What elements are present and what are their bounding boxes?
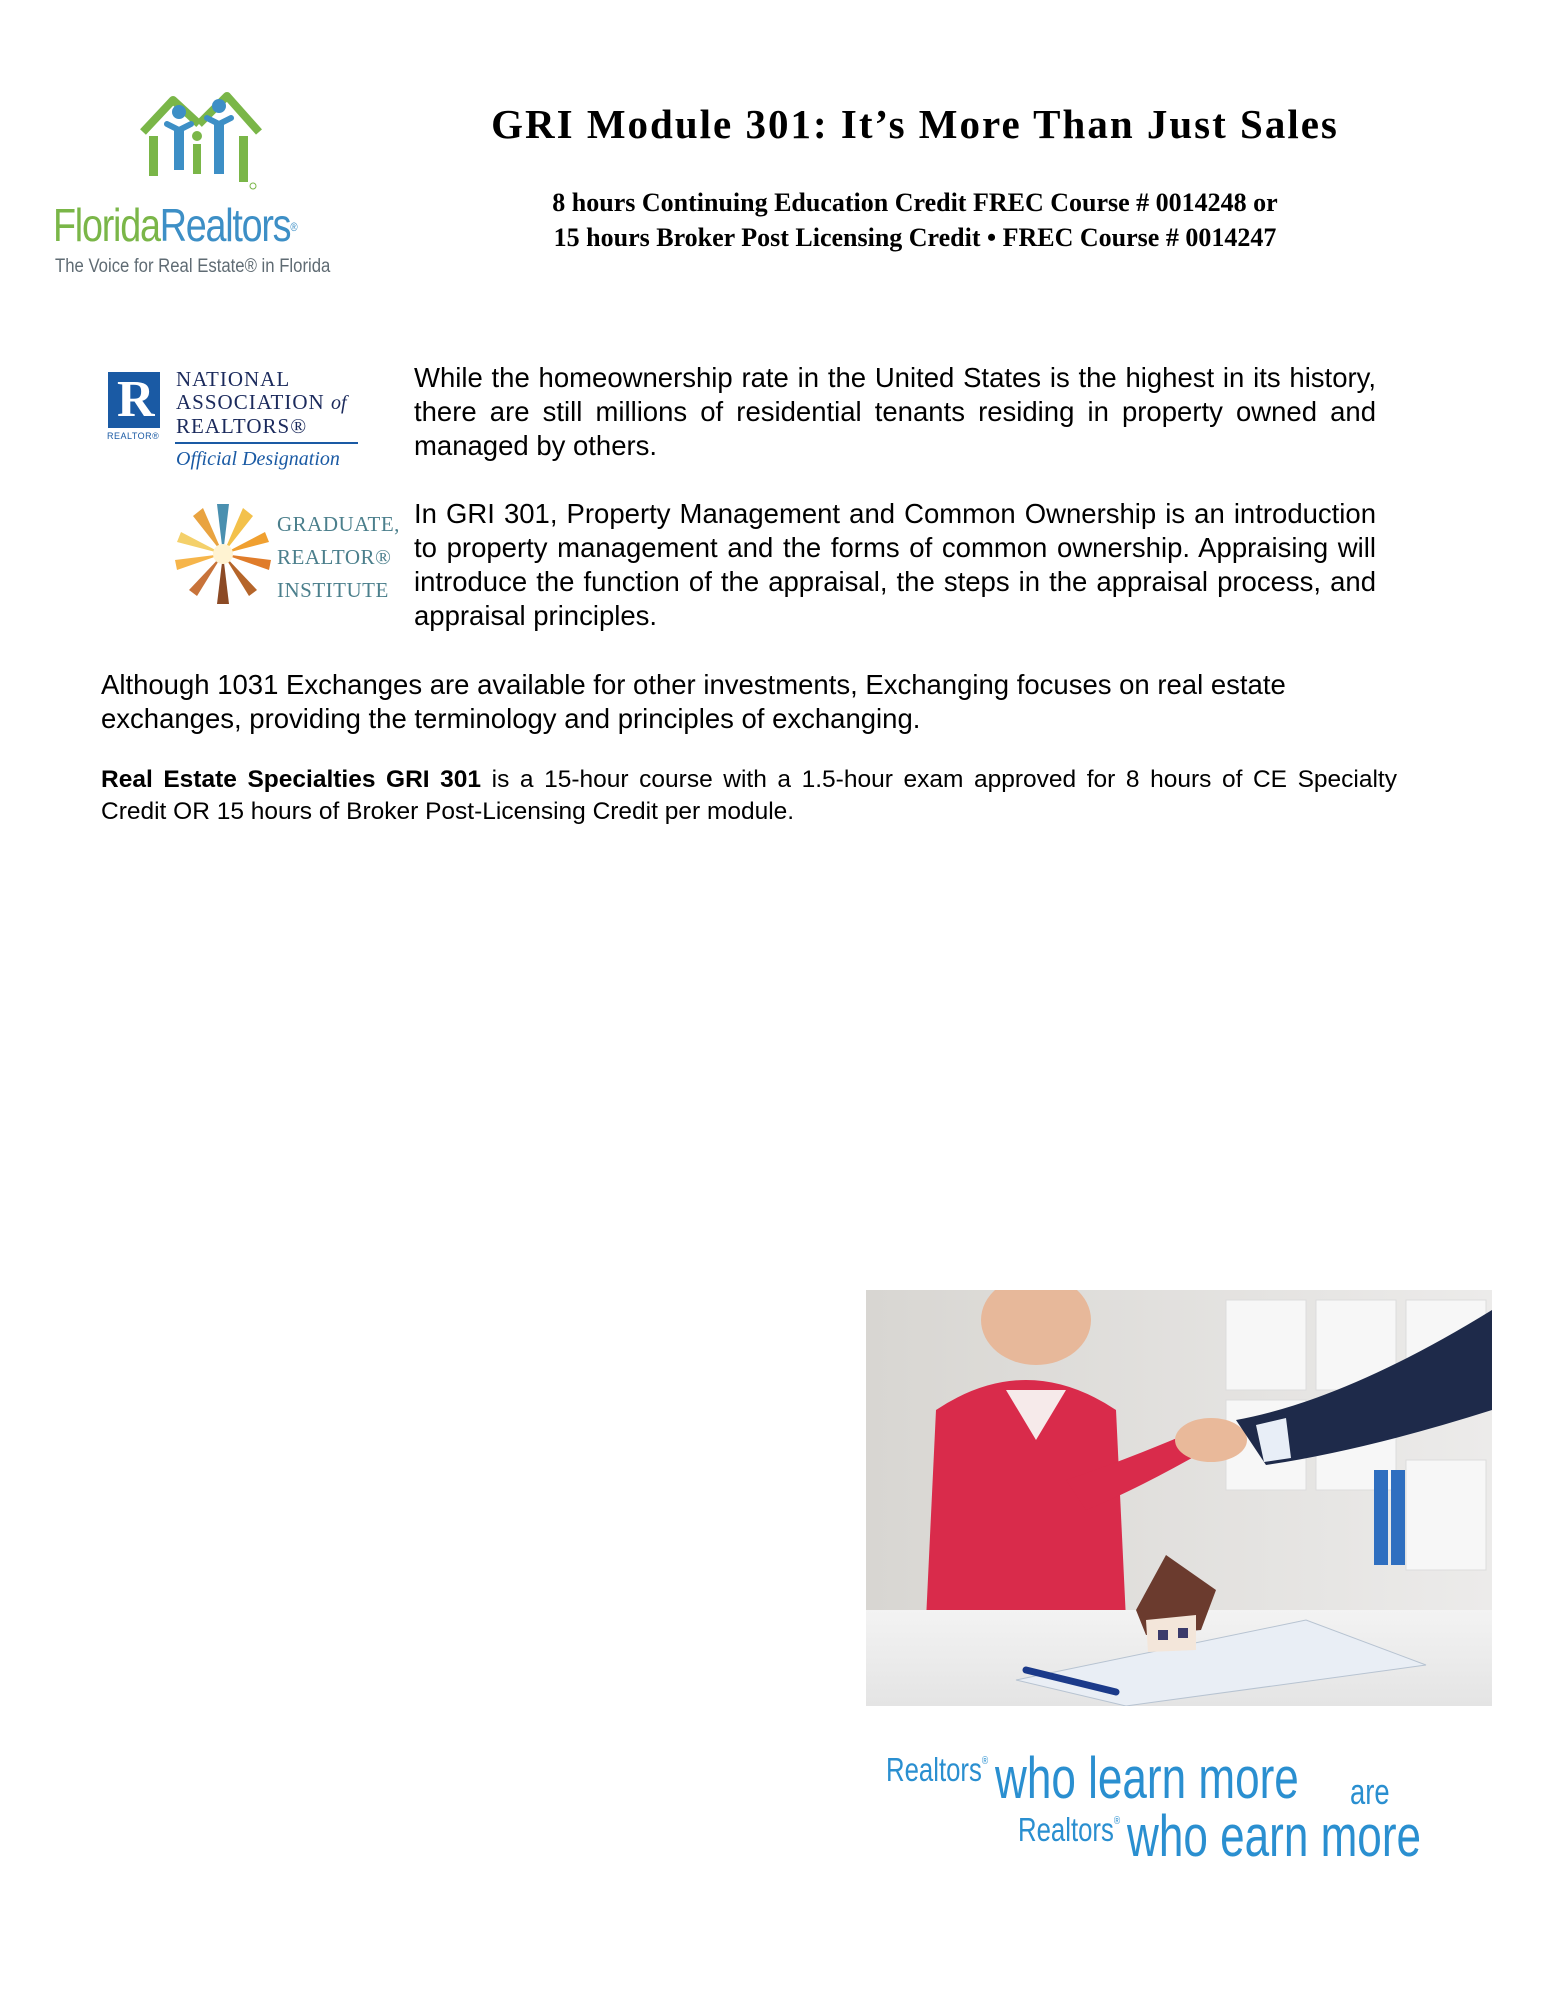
starburst-icon: [173, 500, 273, 608]
page-subtitle: [380, 185, 1450, 255]
realtor-caption: REALTOR®: [107, 431, 160, 441]
slogan: [870, 1735, 1470, 1885]
course-name: Real Estate Specialties GRI 301: [101, 766, 482, 793]
slogan-realtors-2: Realtors®: [1018, 1811, 1121, 1848]
paragraph-gri-301: In GRI 301, Property Management and Common Ownership is an introduction to property management and the forms of common ownership. Appraising will introduce the function of the appraisal, the steps in the appraisal process, and appraisal principles.: [414, 498, 1376, 631]
paragraph-homeownership: While the homeownership rate in the United States is the highest in its history, there are still millions of residential tenants residing in property owned and managed by others.: [414, 362, 1376, 461]
gri-name: GRADUATE, REALTOR® INSTITUTE: [277, 512, 400, 602]
nar-divider: [175, 442, 358, 444]
florida-realtors-wordmark: FloridaRealtors®: [53, 199, 297, 251]
nar-logo: [108, 368, 368, 478]
realtor-r-icon: R: [108, 372, 160, 428]
florida-realtors-logo: [50, 84, 350, 284]
slogan-line-2: who earn more: [1127, 1804, 1422, 1869]
slogan-are: are: [1350, 1771, 1390, 1812]
paragraph-exchanges: Although 1031 Exchanges are available for other investments, Exchanging focuses on real estate exchanges, providing the terminology and principles of exchanging.: [101, 669, 1286, 734]
subtitle-line-2: 15 hours Broker Post Licensing Credit • FREC Course # 0014247: [553, 223, 1277, 252]
slogan-line-1: who learn more: [995, 1746, 1299, 1811]
paragraph-course-details: [101, 764, 1397, 828]
nar-designation: Official Designation: [176, 448, 340, 470]
page-title: GRI Module 301: It’s More Than Just Sales: [491, 101, 1339, 147]
florida-realtors-tagline: The Voice for Real Estate® in Florida: [55, 256, 331, 277]
course-details-text: is a 15-hour course with a 1.5-hour exam approved for 8 hours of CE Specialty Credit OR 15 hours of Broker Post-Licensing Credit per module.: [101, 766, 1397, 825]
nar-name: NATIONAL ASSOCIATION of REALTORS®: [176, 367, 347, 438]
gri-logo: [173, 500, 403, 610]
subtitle-line-1: 8 hours Continuing Education Credit FREC Course # 0014248 or: [552, 188, 1278, 217]
houses-people-icon: [135, 84, 265, 194]
handshake-house-photo: [866, 1290, 1492, 1706]
slogan-realtors-1: Realtors®: [886, 1751, 989, 1788]
